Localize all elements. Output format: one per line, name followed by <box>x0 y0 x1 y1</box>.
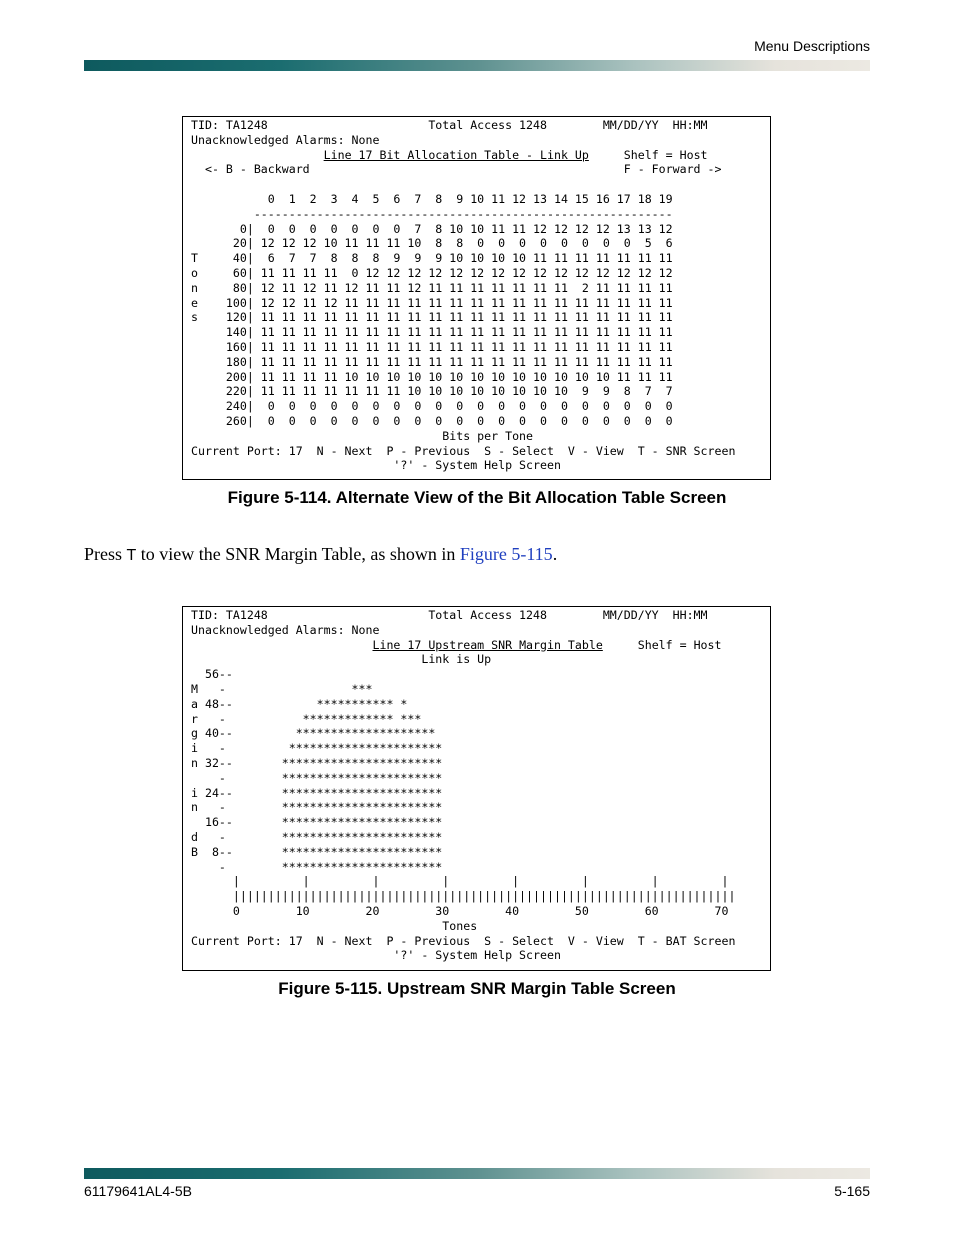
footer-rule <box>84 1168 870 1179</box>
title-prefix <box>191 638 372 652</box>
title-prefix <box>191 148 324 162</box>
page-number: 5-165 <box>834 1183 870 1199</box>
terminal-line: M - *** <box>191 681 373 696</box>
terminal-line: o 60| 11 11 11 11 0 12 12 12 12 12 12 12 12 12 12 12 12 12 12 12 <box>191 265 673 280</box>
terminal-line: Bits per Tone <box>191 428 534 443</box>
screen-title: Line 17 Bit Allocation Table - Link Up <box>323 147 589 162</box>
terminal-line: 140| 11 11 11 11 11 11 11 11 11 11 11 11 11 11 11 11 11 11 11 11 <box>191 325 673 340</box>
terminal-line: 20| 12 12 12 10 11 11 11 10 8 8 0 0 0 0 0 0 0 0 5 6 <box>191 236 673 251</box>
figure-caption-1: Figure 5-114. Alternate View of the Bit Allocation Table Screen <box>227 488 727 507</box>
terminal-line: r - ************* *** <box>191 711 422 726</box>
terminal-line: Current Port: 17 N - Next P - Previous S - Select V - View T - BAT Screen <box>191 933 736 948</box>
terminal-text <box>191 118 735 473</box>
terminal-text <box>191 608 735 963</box>
terminal-line: Link is Up <box>191 652 492 667</box>
bit-allocation-terminal-screen <box>182 116 771 480</box>
shelf-label: Shelf = Host <box>602 637 722 652</box>
terminal-line: TID: TA1248 Total Access 1248 MM/DD/YY HH:MM <box>191 118 708 132</box>
terminal-line: T 40| 6 7 7 8 8 8 9 9 9 10 10 10 10 11 11 11 11 11 11 11 <box>191 251 673 266</box>
terminal-line: B 8-- *********************** <box>191 844 443 859</box>
terminal-line: '?' - System Help Screen <box>191 458 561 473</box>
terminal-line: n 32-- *********************** <box>191 755 443 770</box>
terminal-line: g 40-- ******************** <box>191 726 436 741</box>
para-after: . <box>552 544 558 564</box>
terminal-line: 16-- *********************** <box>191 815 443 830</box>
terminal-line <box>191 177 735 192</box>
terminal-line <box>191 148 735 163</box>
terminal-line: 0 10 20 30 40 50 60 70 <box>191 903 729 918</box>
terminal-line: ------------------------------------------------------------ <box>191 206 673 221</box>
terminal-line: TID: TA1248 Total Access 1248 MM/DD/YY HH:MM <box>191 608 708 622</box>
terminal-line: - *********************** <box>191 859 443 874</box>
terminal-line: a 48-- *********** * <box>191 696 408 711</box>
shelf-label: Shelf = Host <box>588 147 708 162</box>
terminal-line: s 120| 11 11 11 11 11 11 11 11 11 11 11 11 11 11 11 11 11 11 11 11 <box>191 310 673 325</box>
terminal-line: 56-- <box>191 667 233 682</box>
terminal-line: |||||||||||||||||||||||||||||||||||||||||||||||||||||||||||||||||||||||| <box>191 889 736 904</box>
terminal-line: Unacknowledged Alarms: None <box>191 132 380 147</box>
terminal-line: e 100| 12 12 11 12 11 11 11 11 11 11 11 11 11 11 11 11 11 11 11 11 <box>191 295 673 310</box>
para-before: Press <box>84 544 127 564</box>
figure-link[interactable]: Figure 5-115 <box>459 544 553 564</box>
screen-title: Line 17 Upstream SNR Margin Table <box>372 637 603 652</box>
terminal-line: - *********************** <box>191 770 443 785</box>
terminal-line: 0 1 2 3 4 5 6 7 8 9 10 11 12 13 14 15 16 17 18 19 <box>191 191 673 206</box>
terminal-line: 160| 11 11 11 11 11 11 11 11 11 11 11 11 11 11 11 11 11 11 11 11 <box>191 339 673 354</box>
terminal-line: 0| 0 0 0 0 0 0 0 7 8 10 10 11 11 12 12 12 12 13 13 12 <box>191 221 673 236</box>
terminal-line: n 80| 12 11 12 11 12 11 11 12 11 11 11 11 11 11 11 2 11 11 11 11 <box>191 280 673 295</box>
header-rule <box>84 60 870 71</box>
terminal-line: 180| 11 11 11 11 11 11 11 11 11 11 11 11 11 11 11 11 11 11 11 11 <box>191 354 673 369</box>
doc-number: 61179641AL4-5B <box>84 1183 192 1199</box>
terminal-line: 260| 0 0 0 0 0 0 0 0 0 0 0 0 0 0 0 0 0 0 0 0 <box>191 413 673 428</box>
snr-margin-terminal-screen <box>182 606 771 971</box>
section-title: Menu Descriptions <box>754 38 870 54</box>
figure-caption-2: Figure 5-115. Upstream SNR Margin Table Screen <box>278 979 676 998</box>
terminal-line: | | | | | | | | <box>191 874 729 889</box>
terminal-line: '?' - System Help Screen <box>191 948 561 963</box>
terminal-line: i 24-- *********************** <box>191 785 443 800</box>
body-paragraph <box>84 544 557 565</box>
key-glyph: T <box>126 547 137 564</box>
terminal-line: n - *********************** <box>191 800 443 815</box>
terminal-line: Unacknowledged Alarms: None <box>191 622 380 637</box>
terminal-line: <- B - Backward F - Forward -> <box>191 162 722 177</box>
terminal-line: i - ********************** <box>191 741 443 756</box>
terminal-line <box>191 638 735 653</box>
para-middle: to view the SNR Margin Table, as shown in <box>136 544 460 564</box>
terminal-line: 200| 11 11 11 11 10 10 10 10 10 10 10 10 10 10 10 10 10 11 11 11 <box>191 369 673 384</box>
terminal-line: Tones <box>191 918 478 933</box>
terminal-line: Current Port: 17 N - Next P - Previous S - Select V - View T - SNR Screen <box>191 443 736 458</box>
terminal-line: 220| 11 11 11 11 11 11 11 10 10 10 10 10 10 10 10 9 9 8 7 7 <box>191 384 673 399</box>
terminal-line: 240| 0 0 0 0 0 0 0 0 0 0 0 0 0 0 0 0 0 0 0 0 <box>191 399 673 414</box>
terminal-line: d - *********************** <box>191 829 443 844</box>
